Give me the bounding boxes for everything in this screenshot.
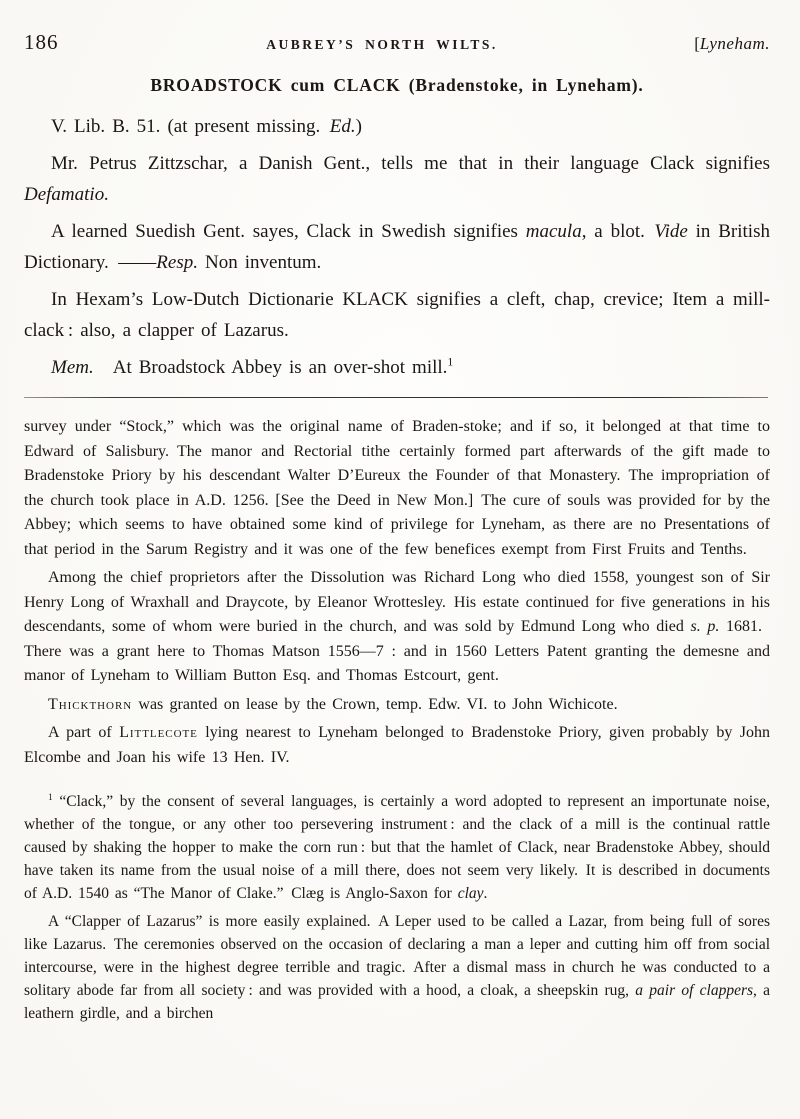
text-segment: , a blot. [581,221,655,242]
paragraph-survey-stock [24,415,770,562]
text-segment: Ed. [329,116,356,137]
text-segment: ) [355,116,362,137]
text-segment: was granted on lease by the Crown, temp. Edw. VI. to John Wichicote. [132,695,618,713]
text-segment: s. p. [690,618,720,635]
text-segment: Resp. [156,252,198,273]
margin-note-text: Lyneham. [699,34,770,53]
text-segment: 1 [48,791,53,803]
text-segment: 1 [447,355,454,369]
paragraph-proprietors [24,566,770,689]
paragraph-shelfmark [24,111,770,142]
footnote-section [24,790,770,1025]
paragraph-thickthorn [24,693,770,718]
text-segment: macula [525,221,582,242]
text-segment: V. Lib. B. 51. (at present missing. [51,116,330,137]
margin-note-bracket: [ [694,34,700,53]
text-segment: clay [457,885,484,902]
text-segment: Defamatio. [24,184,109,205]
text-segment: A “Clapper of Lazarus” is more easily explained. A Leper used to be called a Lazar, from being full of sores like Lazarus. The ceremonies observed on the occasion of declaring a man a leper and cutting him off from social intercourse, were in the highest degree terrible and tragic. After a dismal mass in church he was conducted to a solitary abode far from all society : and was provided with a hood, a cloak, a sheepskin rug, [24,913,770,999]
paragraph-low-dutch [24,284,770,346]
main-text-section [24,111,770,383]
margin-note [650,34,770,54]
footnote-clapper-lazarus [24,910,770,1025]
text-segment: a pair of clappers [635,982,754,999]
footnote-clack [24,790,770,905]
page-number: 186 [24,30,59,54]
text-segment: A part of [48,724,120,741]
text-segment: in British Dictionary. —— [24,221,770,273]
text-segment: Vide [654,221,688,242]
text-segment: lying nearest to Lyneham belonged to Bradenstoke Priory, given probably by John Elcombe and Joan his wife 13 Hen. IV. [24,724,770,766]
section-divider-rule [24,397,768,398]
section-title: BROADSTOCK cum CLACK (Bradenstoke, in Lyneham). [150,75,644,95]
paragraph-danish-gent [24,148,770,210]
paragraph-mem-mill [24,352,770,383]
text-segment: Non inventum. [197,252,322,273]
text-segment: A learned Suedish Gent. sayes, Clack in Swedish signifies [51,221,526,242]
page-header [24,30,770,55]
text-segment: Among the chief proprietors after the Dissolution was Richard Long who died 1558, youngest son of Sir Henry Long of Wraxhall and Draycote, by Eleanor Wrottesley. His estate continued for five generations in his descendants, some of whom were buried in the church, and was sold by Edmund Long who died [24,569,770,635]
text-segment: Littlecote [119,724,198,741]
paragraph-littlecote [24,721,770,770]
text-segment: 1681. There was a grant here to Thomas Matson 1556—7 : and in 1560 Letters Patent granting the demesne and manor of Lyneham to William Button Esq. and Thomas Estcourt, gent. [24,618,770,684]
text-segment: Mr. Petrus Zittzschar, a Danish Gent., tells me that in their language Clack signifies [51,153,770,174]
text-segment: “Clack,” by the consent of several languages, is certainly a word adopted to represent an importunate noise, whether of the tongue, or any other too persevering instrument : and the clack of a mill is the continual rattle caused by shaking the hopper to make the corn run : but that the hamlet of Clack, near Bradenstoke Abbey, should have taken its name from the usual noise of a mill there, does not seem very likely. It is described in documents of A.D. 1540 as “The Manor of Clake.” Clæg is Anglo-Saxon for [24,793,770,902]
text-segment: Mem. [51,357,94,378]
running-title: AUBREY’S NORTH WILTS. [266,37,498,52]
text-segment: survey under “Stock,” which was the original name of Braden-stoke; and if so, it belonged at that time to Edward of Salisbury. The manor and Rectorial tithe certainly formed part afterwards of the gift made to Bradenstoke Priory by his descendant Walter D’Eureux the Founder of that Monastery. The impropriation of the church took place in A.D. 1256. [See the Deed in New Mon.] The cure of souls was provided for by the Abbey; which seems to have obtained some kind of privilege for Lyneham, as there are no Presentations of that period in the Sarum Registry and it was one of the few benefices exempt from First Fruits and Tenths. [24,418,770,558]
editor-commentary-section [24,415,770,770]
paragraph-swedish-gent [24,216,770,278]
text-segment: At Broadstock Abbey is an over-shot mill. [93,357,448,378]
text-segment: . [483,885,488,902]
text-segment: , a leathern girdle, and a birchen [24,982,770,1022]
text-segment: In Hexam’s Low-Dutch Dictionarie KLACK signifies a cleft, chap, crevice; Item a mill-clack : also, a clapper of Lazarus. [24,289,770,341]
text-segment: Thickthorn [48,695,133,713]
